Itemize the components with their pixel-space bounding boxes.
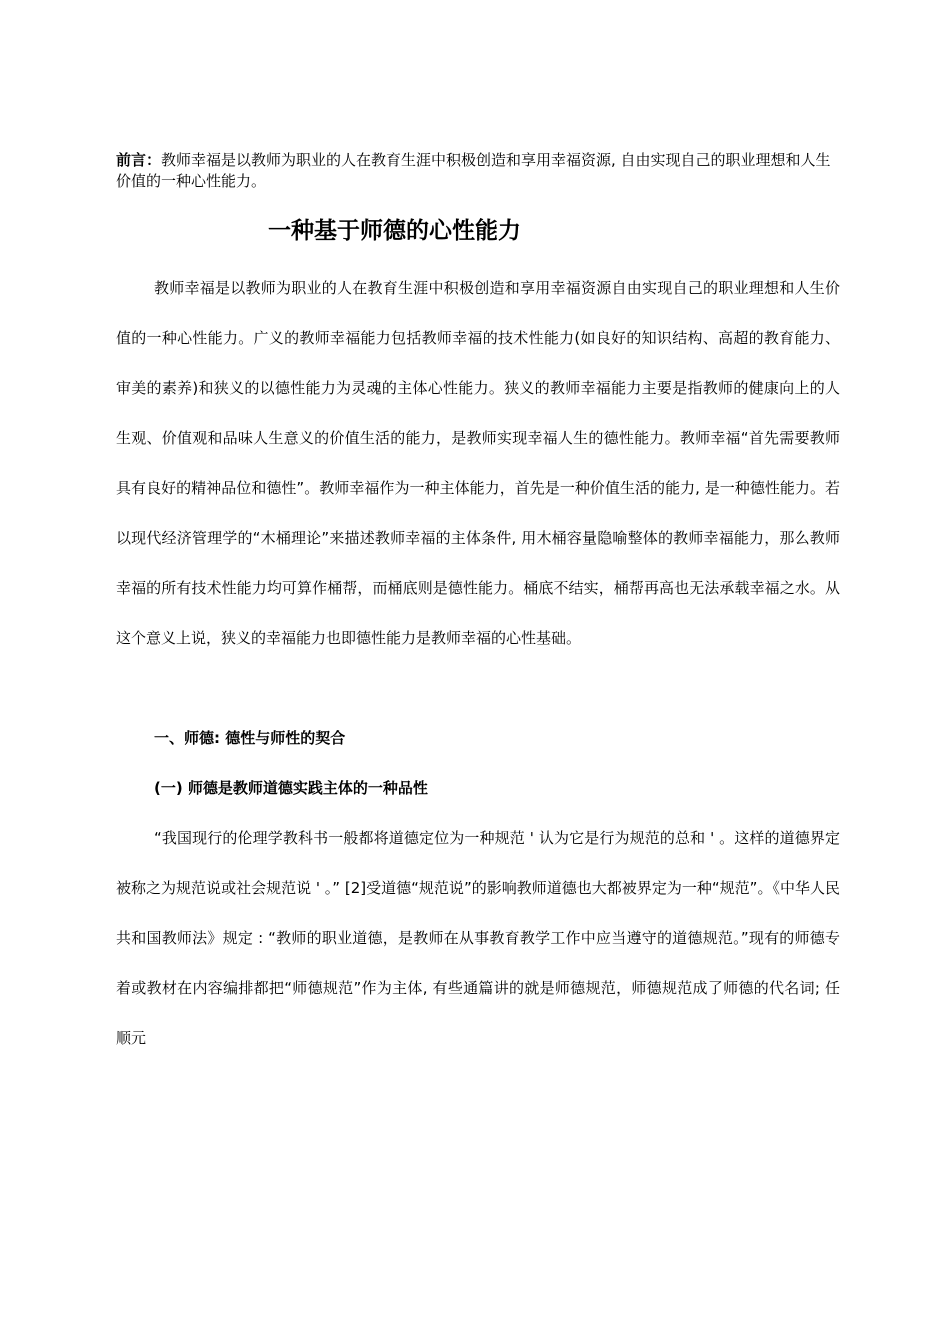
foreword (116, 150, 840, 192)
document-title: 一种基于师德的心性能力 (268, 218, 521, 244)
subsection-heading: (一) 师德是教师道德实践主体的一种品性 (154, 779, 428, 797)
section-heading: 一、师德: 德性与师性的契合 (154, 729, 346, 747)
body-paragraph-1: 教师幸福是以教师为职业的人在教育生涯中积极创造和享用幸福资源自由实现自己的职业理想和人生价值的一种心性能力。广义的教师幸福能力包括教师幸福的技术性能力(如良好的知识结构、高超的教育能力、审美的素养)和狭义的以德性能力为灵魂的主体心性能力。狭义的教师幸福能力主要是指教师的健康向上的人生观、价值观和品味人生意义的价值生活的能力，是教师实现幸福人生的德性能力。教师幸福“首先需要教师具有良好的精神品位和德性”。教师幸福作为一种主体能力，首先是一种价值生活的能力, 是一种德性能力。若以现代经济管理学的“木桶理论”来描述教师幸福的主体条件, 用木桶容量隐喻整体的教师幸福能力，那么教师幸福的所有技术性能力均可算作桶帮，而桶底则是德性能力。桶底不结实，桶帮再高也无法承载幸福之水。从这个意义上说，狭义的幸福能力也即德性能力是教师幸福的心性基础。 (116, 279, 840, 647)
foreword-text: 教师幸福是以教师为职业的人在教育生涯中积极创造和享用幸福资源, 自由实现自己的职业理想和人生价值的一种心性能力。 (116, 151, 831, 190)
body-paragraph-2: “我国现行的伦理学教科书一般都将道德定位为一种规范 ' 认为它是行为规范的总和 ' 。这样的道德界定被称之为规范说或社会规范说 ' 。” [2]受道德“规范说”的影响教师道德也大都被界定为一种“规范”。《中华人民共和国教师法》规定 : “教师的职业道德，是教师在从事教育教学工作中应当遵守的道德规范。”现有的师德专着或教材在内容编排都把“师德规范”作为主体, 有些通篇讲的就是师德规范，师德规范成了师德的代名词; 任顺元 (116, 829, 840, 1047)
foreword-label: 前言： (116, 151, 162, 169)
